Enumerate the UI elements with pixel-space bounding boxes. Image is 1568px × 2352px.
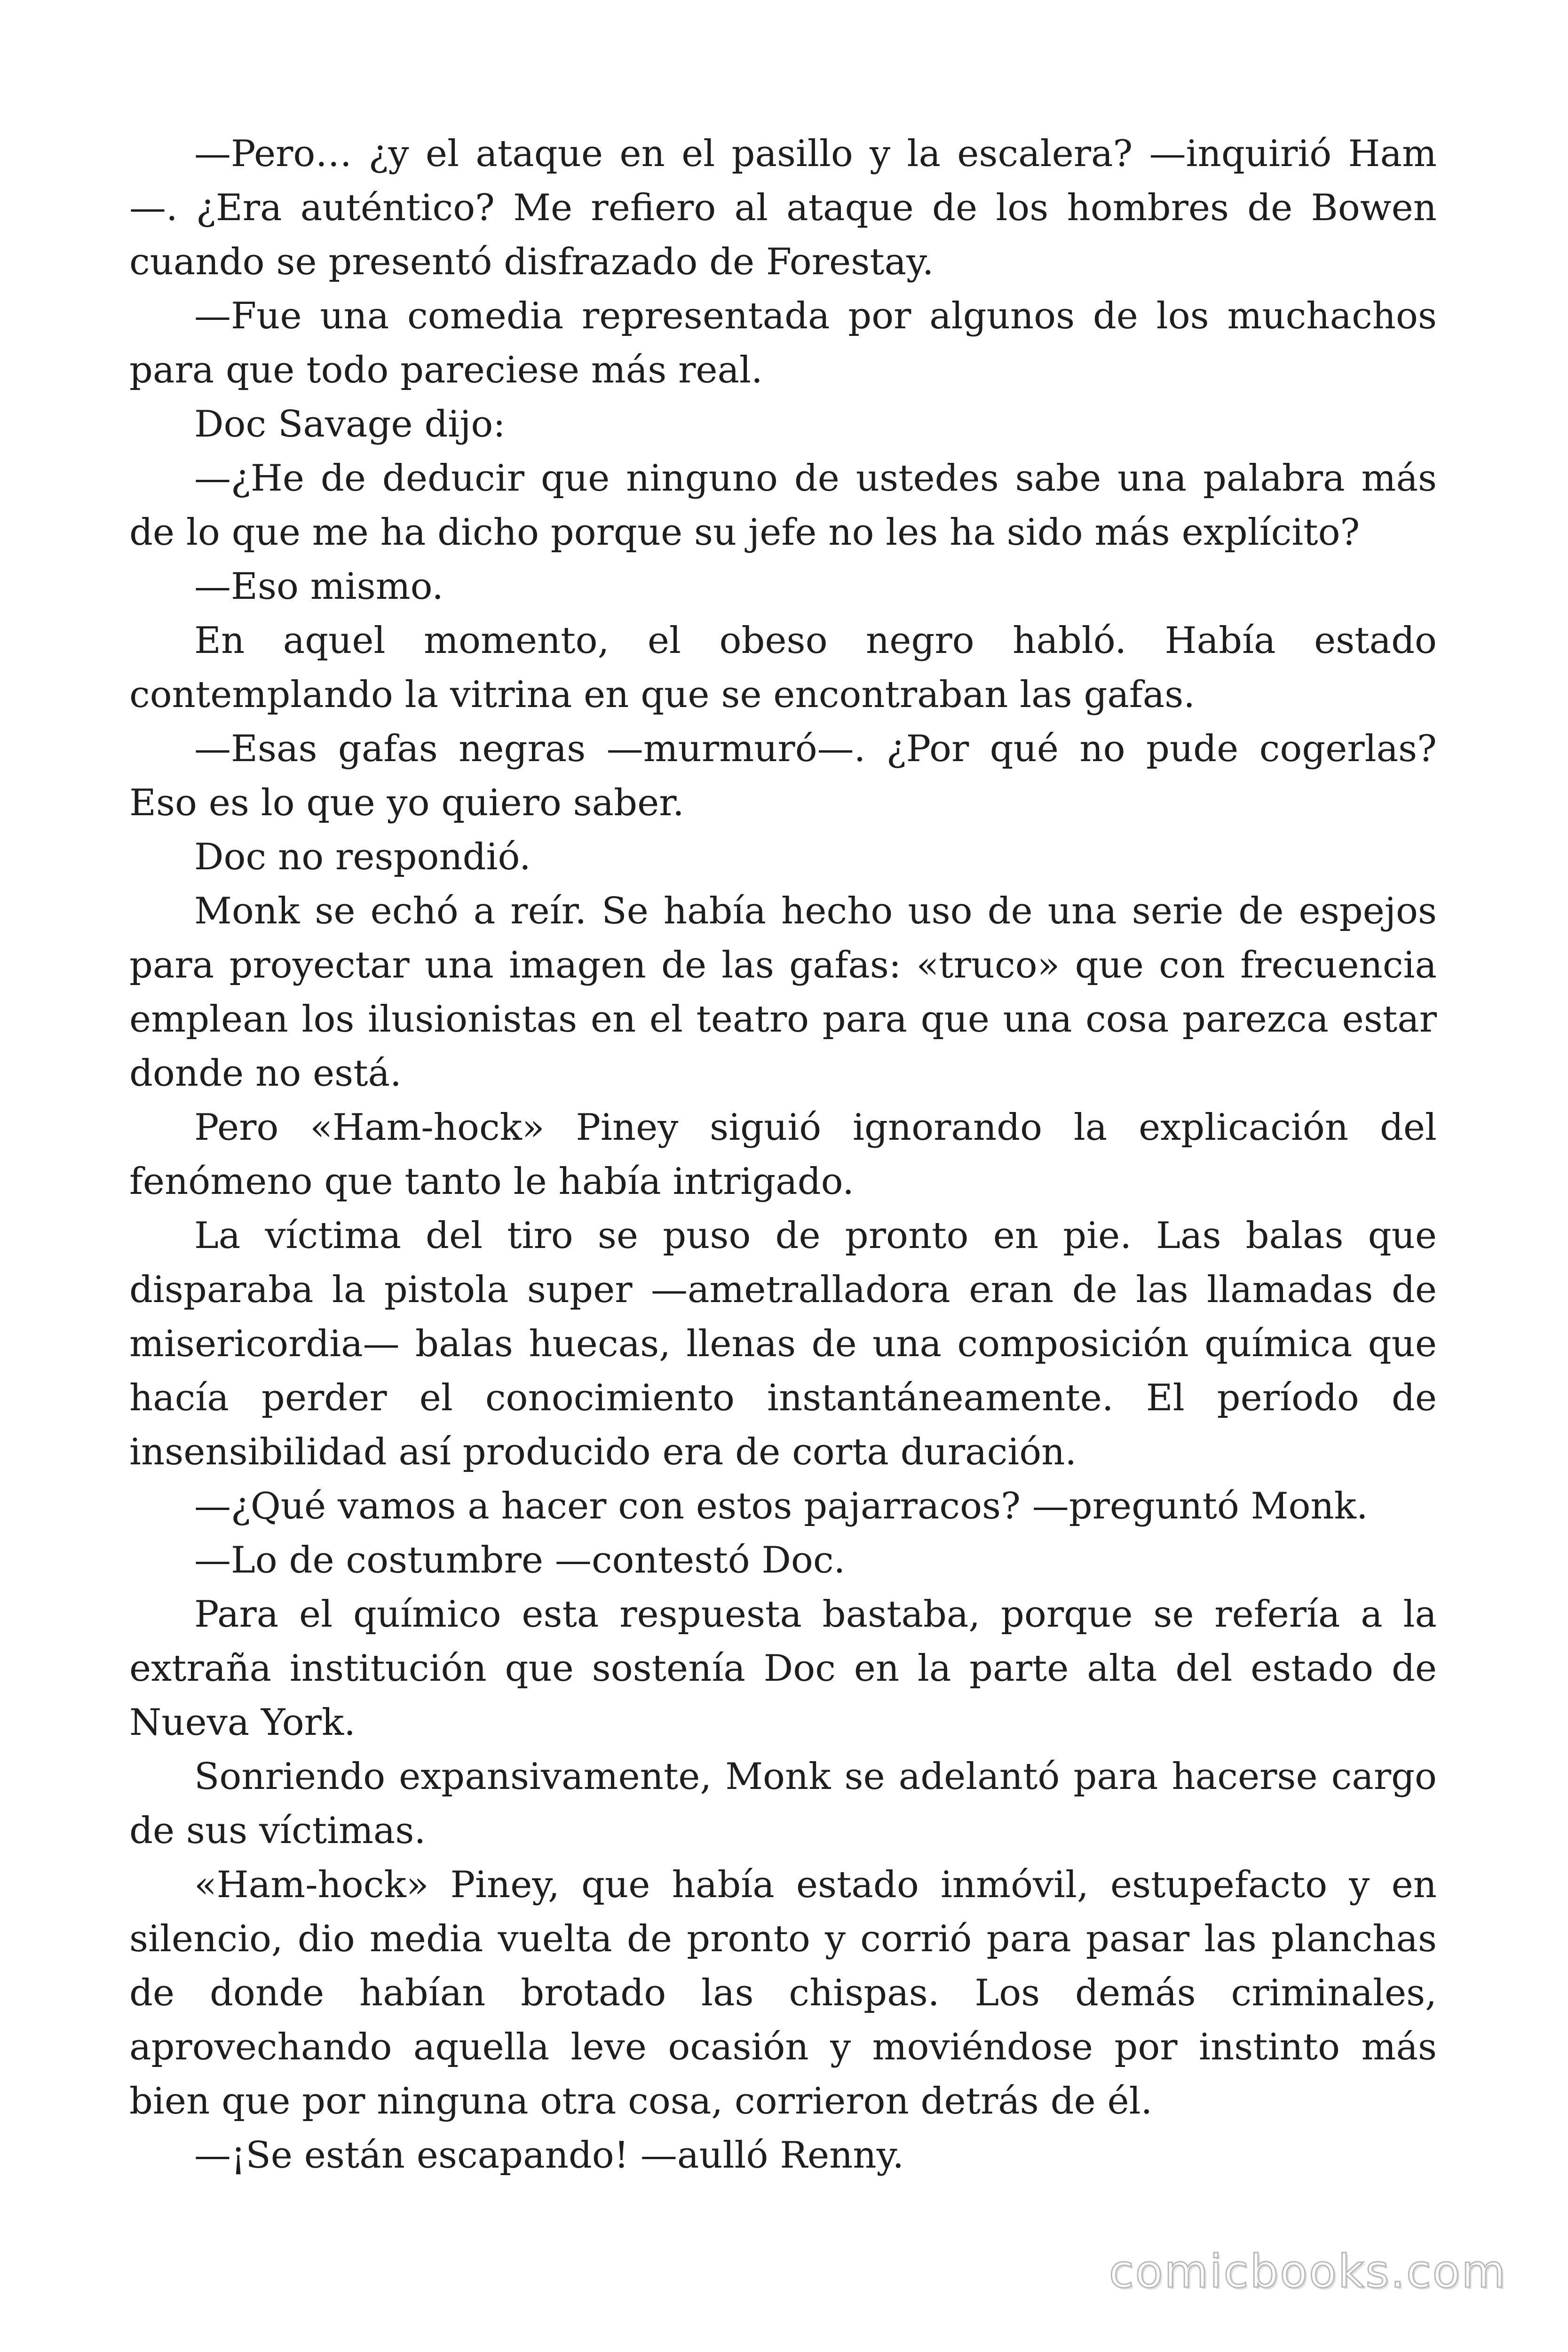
paragraph: Sonriendo expansivamente, Monk se adelantó para hacerse cargo de sus víctimas. [129,1756,1437,1852]
paragraph: —Fue una comedia representada por algunos de los muchachos para que todo pareciese más real. [129,295,1437,391]
paragraph: —Pero… ¿y el ataque en el pasillo y la escalera? —inquirió Ham —. ¿Era auténtico? Me refiero al ataque de los hombres de Bowen cuando se presentó disfrazado de Forestay. [129,133,1437,283]
paragraph: Monk se echó a reír. Se había hecho uso de una serie de espejos para proyectar una imagen de las gafas: «truco» que con frecuencia emplean los ilusionistas en el teatro para que una cosa parezca estar donde no está. [129,890,1437,1095]
paragraph: —Eso mismo. [194,565,444,608]
paragraph: —¿Qué vamos a hacer con estos pajarracos? —preguntó Monk. [194,1485,1368,1527]
paragraph: Para el químico esta respuesta bastaba, porque se refería a la extraña institución que sostenía Doc en la parte alta del estado de Nueva York. [129,1593,1437,1744]
paragraph: Pero «Ham-hock» Piney siguió ignorando la explicación del fenómeno que tanto le había intrigado. [129,1106,1437,1203]
paragraph: —Esas gafas negras —murmuró—. ¿Por qué no pude cogerlas? Eso es lo que yo quiero saber. [129,728,1437,824]
paragraph: En aquel momento, el obeso negro habló. Había estado contemplando la vitrina en que se encontraban las gafas. [129,620,1437,716]
paragraph: «Ham-hock» Piney, que había estado inmóvil, estupefacto y en silencio, dio media vuelta de pronto y corrió para pasar las planchas de donde habían brotado las chispas. Los demás criminales, aprovechando aquella leve ocasión y moviéndose por instinto más bien que por ninguna otra cosa, corrieron detrás de él. [129,1864,1437,2122]
watermark: comicbooks.com [1109,2245,1507,2298]
paragraph: —Lo de costumbre —contestó Doc. [194,1539,846,1581]
paragraph: La víctima del tiro se puso de pronto en pie. Las balas que disparaba la pistola super —ametralladora eran de las llamadas de misericordia— balas huecas, llenas de una composición química que hacía perder el conocimiento instantáneamente. El período de insensibilidad así producido era de corta duración. [129,1215,1437,1473]
paragraph: Doc no respondió. [194,836,531,878]
paragraph: —¡Se están escapando! —aulló Renny. [194,2134,904,2177]
paragraph: Doc Savage dijo: [194,403,506,445]
paragraph: —¿He de deducir que ninguno de ustedes sabe una palabra más de lo que me ha dicho porque su jefe no les ha sido más explícito? [129,457,1437,554]
body-text [129,127,1437,2183]
